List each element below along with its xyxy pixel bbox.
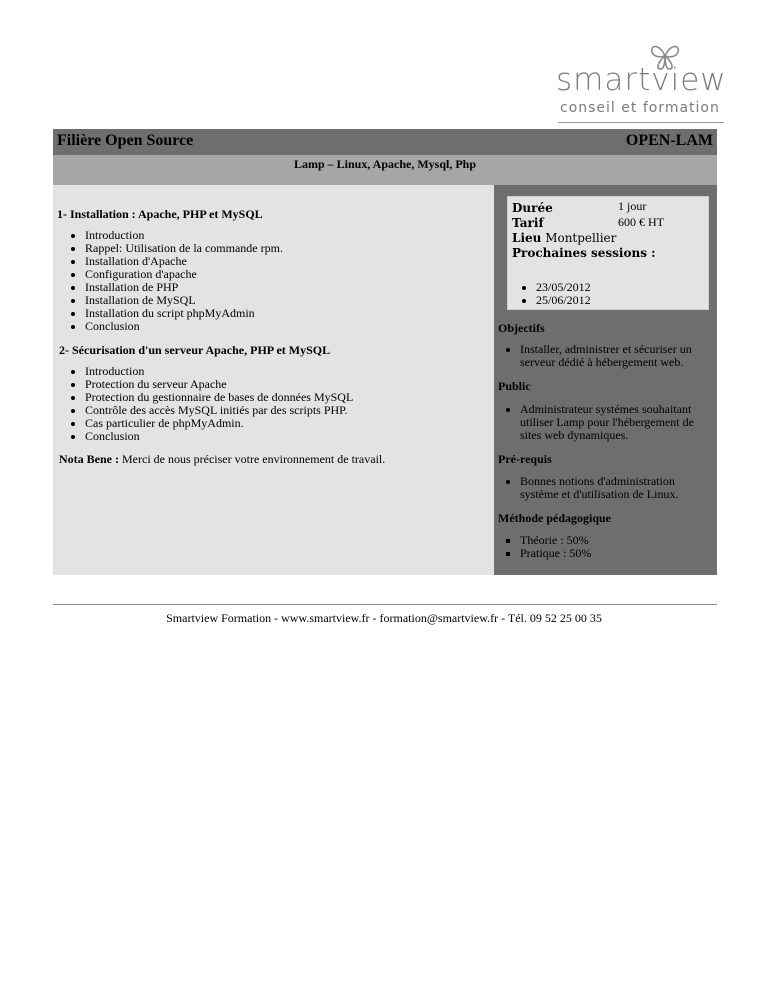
lieu-row — [512, 231, 616, 245]
public-list — [494, 403, 704, 442]
list-item: • Contrôle des accès MySQL initiés par des scripts PHP. — [85, 404, 353, 417]
info-sidebar — [494, 185, 717, 575]
sessions-list — [510, 281, 591, 307]
list-item: • Conclusion — [85, 320, 283, 333]
list-item: • Rappel: Utilisation de la commande rpm. — [85, 242, 283, 255]
session-date: • 25/06/2012 — [536, 294, 591, 307]
list-item: • Installation d'Apache — [85, 255, 283, 268]
duree-value: 1 jour — [618, 199, 647, 213]
section1-title: 1- Installation : Apache, PHP et MySQL — [57, 207, 263, 221]
public-title: Public — [498, 379, 531, 393]
course-code: OPEN-LAM — [625, 132, 713, 149]
list-item: • Installation de MySQL — [85, 294, 283, 307]
program-panel — [53, 185, 494, 575]
prerequis-title: Pré-requis — [498, 452, 552, 466]
list-item: • Installer, administrer et sécuriser un serveur dédié à hébergement web. — [520, 343, 704, 369]
list-item: • Introduction — [85, 229, 283, 242]
footer-divider — [53, 604, 717, 605]
section1-list — [57, 229, 283, 333]
logo-tagline: conseil et formation — [560, 100, 720, 116]
section2-list — [57, 365, 353, 443]
tarif-row — [512, 216, 544, 230]
logo-underline — [558, 122, 724, 123]
company-logo — [548, 42, 728, 120]
list-item: ▪ Théorie : 50% — [520, 534, 704, 547]
footer-contact: Smartview Formation - www.smartview.fr - formation@smartview.fr - Tél. 09 52 25 00 35 — [166, 611, 602, 625]
methode-title: Méthode pédagogique — [498, 511, 612, 525]
list-item: • Introduction — [85, 365, 353, 378]
header-bar — [53, 129, 717, 155]
section2-title: 2- Sécurisation d'un serveur Apache, PHP et MySQL — [59, 343, 331, 357]
objectifs-list — [494, 343, 704, 369]
methode-section — [498, 511, 611, 526]
subtitle-bar — [53, 155, 717, 185]
list-item: • Bonnes notions d'administration système et d'utilisation de Linux. — [520, 475, 704, 501]
methode-list — [494, 534, 704, 560]
objectifs-section — [498, 321, 545, 336]
nota-label: Nota Bene : — [59, 452, 119, 466]
nota-bene — [59, 452, 385, 467]
tarif-value: 600 € HT — [618, 215, 664, 229]
list-item: • Installation du script phpMyAdmin — [85, 307, 283, 320]
list-item: • Administrateur systémes souhaitant utiliser Lamp pour l'hébergement de sites web dynamiques. — [520, 403, 704, 442]
public-section — [498, 379, 531, 394]
prerequis-section — [498, 452, 552, 467]
lieu-value: Montpellier — [545, 231, 617, 245]
list-item: • Cas particulier de phpMyAdmin. — [85, 417, 353, 430]
page-title: Filière Open Source — [57, 132, 194, 149]
logo-wordmark: smartview — [556, 62, 727, 98]
course-subtitle: Lamp – Linux, Apache, Mysql, Php — [293, 157, 477, 171]
prerequis-list — [494, 475, 704, 501]
duree-label: Durée — [512, 201, 553, 215]
nota-text: Merci de nous préciser votre environnement de travail. — [122, 452, 386, 466]
list-item: • Conclusion — [85, 430, 353, 443]
list-item: • Installation de PHP — [85, 281, 283, 294]
list-item: ▪ Pratique : 50% — [520, 547, 704, 560]
list-item: • Configuration d'apache — [85, 268, 283, 281]
duree-row — [512, 201, 553, 215]
objectifs-title: Objectifs — [498, 321, 545, 335]
sessions-row — [512, 246, 656, 260]
sessions-label: Prochaines sessions : — [512, 246, 656, 260]
session-date: • 23/05/2012 — [536, 281, 591, 294]
list-item: • Protection du serveur Apache — [85, 378, 353, 391]
info-box — [507, 196, 709, 310]
lieu-label: Lieu — [512, 231, 542, 245]
tarif-label: Tarif — [512, 216, 544, 230]
list-item: • Protection du gestionnaire de bases de données MySQL — [85, 391, 353, 404]
